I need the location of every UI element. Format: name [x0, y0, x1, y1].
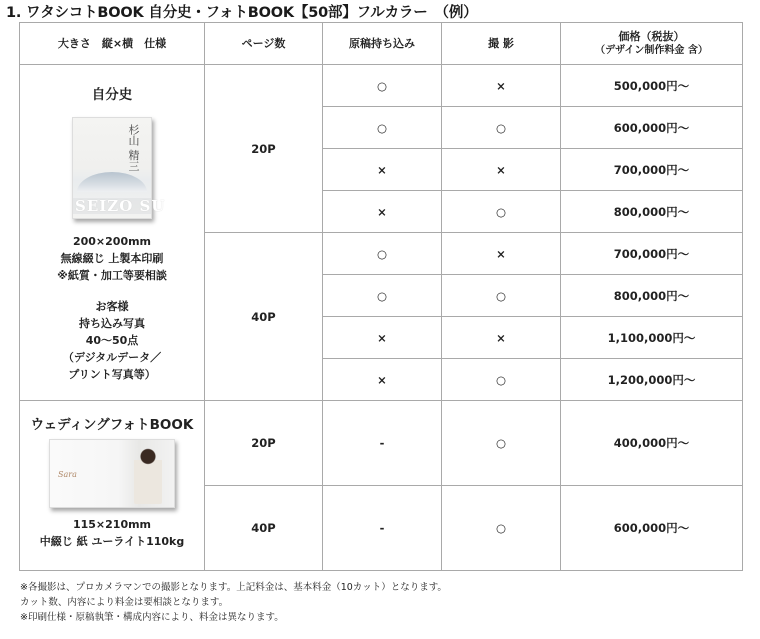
- price-cell: 600,000円～: [561, 486, 743, 571]
- note-line: 持ち込み写真: [79, 317, 145, 330]
- page-title: 1. ワタシコトBOOK 自分史・フォトBOOK【50部】フルカラー （例）: [6, 5, 478, 21]
- cover-title: 杉山 精三: [127, 124, 140, 172]
- header-manuscript: 原稿持ち込み: [323, 23, 442, 65]
- bride-photo-graphic: [134, 446, 162, 504]
- pages-cell: 40P: [205, 233, 323, 401]
- photo-cell: ○: [442, 486, 561, 571]
- manuscript-cell: ×: [323, 191, 442, 233]
- photo-cell: ×: [442, 233, 561, 275]
- header-price-line1: 価格（税抜）: [618, 29, 685, 43]
- price-cell: 700,000円～: [561, 149, 743, 191]
- manuscript-cell: ○: [323, 65, 442, 107]
- mountain-graphic: [77, 172, 147, 192]
- spec-line: 115×210mm: [72, 518, 152, 531]
- manuscript-cell: ×: [323, 359, 442, 401]
- spec-line: 200×200mm: [72, 235, 152, 248]
- customer-photo-note: [24, 298, 200, 383]
- pages-cell: 20P: [205, 65, 323, 233]
- price-cell: 1,100,000円～: [561, 317, 743, 359]
- manuscript-cell: ×: [323, 317, 442, 359]
- price-table: [19, 22, 743, 571]
- spec-line: ※紙質・加工等要相談: [57, 269, 167, 282]
- price-cell: 700,000円～: [561, 233, 743, 275]
- product-wedding-photobook: [20, 401, 205, 571]
- price-cell: 600,000円～: [561, 107, 743, 149]
- header-price-line2: （デザイン制作料金 含）: [595, 44, 708, 56]
- header-photography: 撮 影: [442, 23, 561, 65]
- manuscript-cell: ○: [323, 107, 442, 149]
- photo-cell: ○: [442, 275, 561, 317]
- footnote-line: ※印刷仕様・原稿執筆・構成内容により、料金は異なります。: [20, 612, 284, 623]
- product-autobiography: [20, 65, 205, 401]
- photo-cell: ×: [442, 149, 561, 191]
- note-line: （デジタルデータ／: [62, 351, 162, 364]
- spec-line: 中綴じ 紙 ユーライト110kg: [39, 535, 185, 548]
- product-name: 自分史: [91, 87, 133, 103]
- header-size-spec: 大きさ 縦×横 仕様: [20, 23, 205, 65]
- manuscript-cell: ○: [323, 275, 442, 317]
- autobiography-cover-image: [72, 117, 166, 219]
- note-line: お客様: [95, 300, 129, 313]
- price-cell: 1,200,000円～: [561, 359, 743, 401]
- note-line: 40～50点: [85, 334, 139, 347]
- footnotes: [20, 580, 447, 625]
- cover-signature: Sara: [58, 470, 77, 479]
- photo-cell: ○: [442, 191, 561, 233]
- price-cell: 800,000円～: [561, 191, 743, 233]
- pages-cell: 40P: [205, 486, 323, 571]
- wedding-cover-image: [49, 439, 175, 508]
- spec-line: 無線綴じ 上製本印刷: [60, 252, 164, 265]
- photo-cell: ○: [442, 359, 561, 401]
- header-price: [561, 23, 743, 65]
- manuscript-cell: -: [323, 486, 442, 571]
- product-spec: [24, 233, 200, 284]
- product-spec: [24, 516, 200, 550]
- price-cell: 500,000円～: [561, 65, 743, 107]
- manuscript-cell: ○: [323, 233, 442, 275]
- price-cell: 800,000円～: [561, 275, 743, 317]
- manuscript-cell: ×: [323, 149, 442, 191]
- cover-band-text: SEIZO SU: [75, 197, 166, 215]
- footnote-line: カット数、内容により料金は要相談となります。: [20, 597, 229, 608]
- photo-cell: ×: [442, 65, 561, 107]
- photo-cell: ×: [442, 317, 561, 359]
- photo-cell: ○: [442, 401, 561, 486]
- note-line: プリント写真等）: [68, 368, 156, 381]
- pages-cell: 20P: [205, 401, 323, 486]
- photo-cell: ○: [442, 107, 561, 149]
- product-name: ウェディングフォトBOOK: [30, 417, 194, 433]
- table-row: [20, 401, 743, 486]
- header-row: [20, 23, 743, 65]
- table-row: [20, 65, 743, 107]
- footnote-line: ※各撮影は、プロカメラマンでの撮影となります。上記料金は、基本料金（10カット）となります。: [20, 582, 447, 593]
- price-cell: 400,000円～: [561, 401, 743, 486]
- header-pages: ページ数: [205, 23, 323, 65]
- manuscript-cell: -: [323, 401, 442, 486]
